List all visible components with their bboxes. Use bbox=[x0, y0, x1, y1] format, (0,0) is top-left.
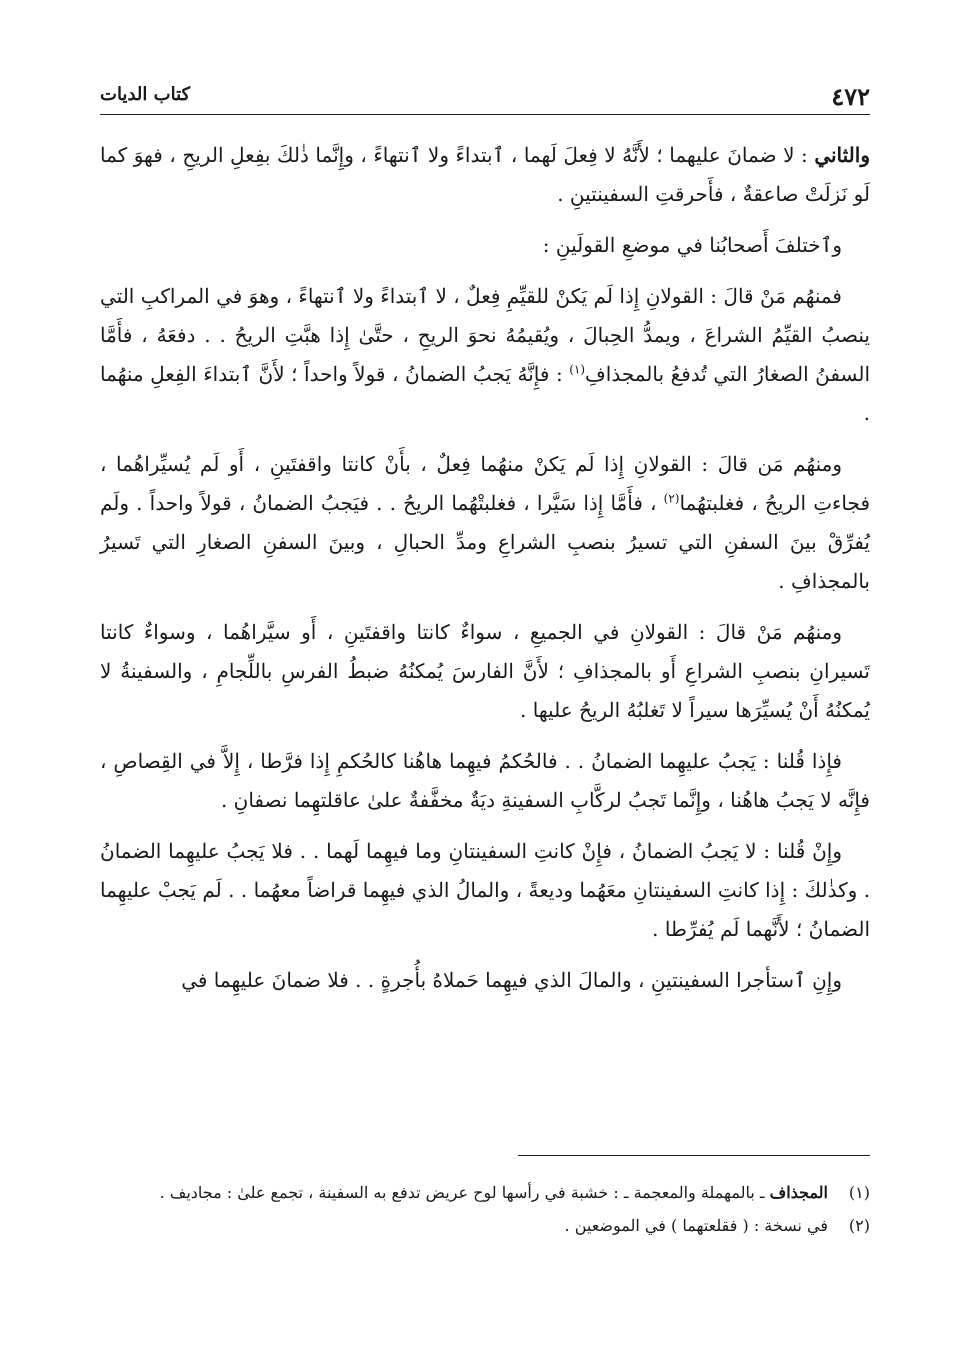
main-text bbox=[100, 136, 870, 1012]
paragraph-1 bbox=[100, 136, 870, 214]
paragraph-text: : لا ضمانَ عليهما ؛ لأَنَّهُ لا فِعلَ لَهما ، ٱبتداءً ولا ٱنتهاءً ، وإِنَّما ذٰلكَ بفِعلِ الريحِ ، فهوَ كما لَو نَزلَتْ صاعقةٌ ، فأَحرقتِ السفينتينِ . bbox=[100, 143, 870, 206]
footnotes bbox=[100, 1178, 870, 1244]
page-number: ٤٧٢ bbox=[831, 82, 870, 111]
running-title: كتاب الديات bbox=[100, 84, 191, 105]
paragraph-lead: والثاني bbox=[814, 143, 870, 167]
footnote-number: (١) bbox=[848, 1183, 870, 1202]
footnote-term: المجذاف bbox=[769, 1183, 828, 1202]
paragraph-4 bbox=[100, 445, 870, 601]
paragraph-2: وٱختلفَ أَصحابُنا في موضعِ القولَينِ : bbox=[542, 233, 842, 257]
footnote-body: في نسخة : ( فقلعتهما ) في الموضعين . bbox=[564, 1216, 828, 1235]
paragraph-7: وإِنْ قُلنا : لا يَجبُ الضمانُ ، فإِنْ كانتِ السفينتانِ وما فيهِما لَهما . . فلا يَجبُ عليهِما الضمانُ . وكذٰلكَ : إِذا كانتِ السفينتانِ معَهُما وديعةً ، والمالُ الذي فيهِما قراضاً معهُما . . لَم يَجبْ عليهِما الضمانُ ؛ لأَنَّهما لَم يُفرِّطا . bbox=[100, 839, 870, 941]
page-header bbox=[100, 80, 870, 115]
paragraph-6: فإِذا قُلنا : يَجبُ عليهِما الضمانُ . . فالحُكمُ فيهِما هاهُنا كالحُكمِ إِذا فرَّطا ، إِلاَّ في القِصاصِ ، فإِنَّه لا يَجبُ هاهُنا ، وإِنَّما تَجبُ لركَّابِ السفينةِ ديَةٌ مخفَّفةٌ علىٰ عاقلتهِما نصفانِ . bbox=[100, 749, 870, 812]
paragraph-text: فمنهُم مَنْ قالَ : القولانِ إِذا لَم يَكنْ للقيِّمِ فِعلٌ ، لا ٱبتداءً ولا ٱنتهاءً ، وهوَ في المراكبِ التي ينصبُ القيِّمُ الشراعَ ، ويمدُّ الحِبالَ ، ويُقيمُهُ نحوَ الريحِ ، حتَّىٰ إِذا هبَّتِ الريحُ . . دفعَهُ ، فأَمَّا السفنُ الصغارُ التي تُدفعُ بالمجذافِ bbox=[100, 284, 871, 386]
paragraph-8: وإِنِ ٱستأجرا السفينتينِ ، والمالَ الذي فيهِما حَملاهُ بأُجرةٍ . . فلا ضمانَ عليهِما في bbox=[181, 968, 842, 992]
footnote-text bbox=[100, 1178, 828, 1207]
paragraph-3 bbox=[100, 277, 870, 433]
paragraph-5: ومنهُم مَنْ قالَ : القولانِ في الجميعِ ، سواءٌ كانتا واقفتَينِ ، أَو سيَّراهُما ، وسواءٌ كانتا تَسيرانِ بنصبِ الشراعِ أَو بالمجذافِ ؛ لأَنَّ الفارسَ يُمكنُهُ ضبطُ الفرسِ باللِّجامِ ، والسفينةُ لا يُمكنُهُ أَنْ يُسيِّرَها سيراً لا تَغلبُهُ الريحُ عليها . bbox=[100, 620, 870, 722]
paragraph-text: ومنهُم مَن قالَ : القولانِ إِذا لَم يَكنْ منهُما فِعلٌ ، بأَنْ كانتا واقفتَينِ ، أَو لَم يُسيِّراهُما ، فجاءتِ الريحُ ، فغلبتهُما bbox=[100, 452, 870, 515]
footnote-text bbox=[100, 1211, 828, 1240]
footnote-body: ـ بالمهملة والمعجمة ـ : خشبة في رأسها لوح عريض تدفع به السفينة ، تجمع علىٰ : مجاديف . bbox=[159, 1183, 770, 1202]
footnote-marker-1[interactable]: (١) bbox=[569, 362, 586, 377]
paragraph-text: ، فأَمَّا إِذا سَيَّرا ، فغلبتْهُما الريحُ . . فيَجبُ الضمانُ ، قولاً واحداً . ولَم يُفرِّقْ بينَ السفنِ التي تسيرُ بنصبِ الشراعِ ومدِّ الحبالِ ، وبينَ السفنِ الصغارِ التي تَسيرُ بالمجذافِ . bbox=[100, 491, 870, 593]
footnote-number: (٢) bbox=[848, 1216, 870, 1235]
paragraph-text: : فإِنَّهُ يَجبُ الضمانُ ، قولاً واحداً ؛ لأَنَّ ٱبتداءَ الفِعلِ منهُما . bbox=[100, 362, 870, 425]
footnote-separator bbox=[518, 1155, 870, 1156]
footnote-2 bbox=[100, 1211, 870, 1240]
footnote-marker-2[interactable]: (٢) bbox=[663, 491, 680, 506]
footnote-1 bbox=[100, 1178, 870, 1207]
